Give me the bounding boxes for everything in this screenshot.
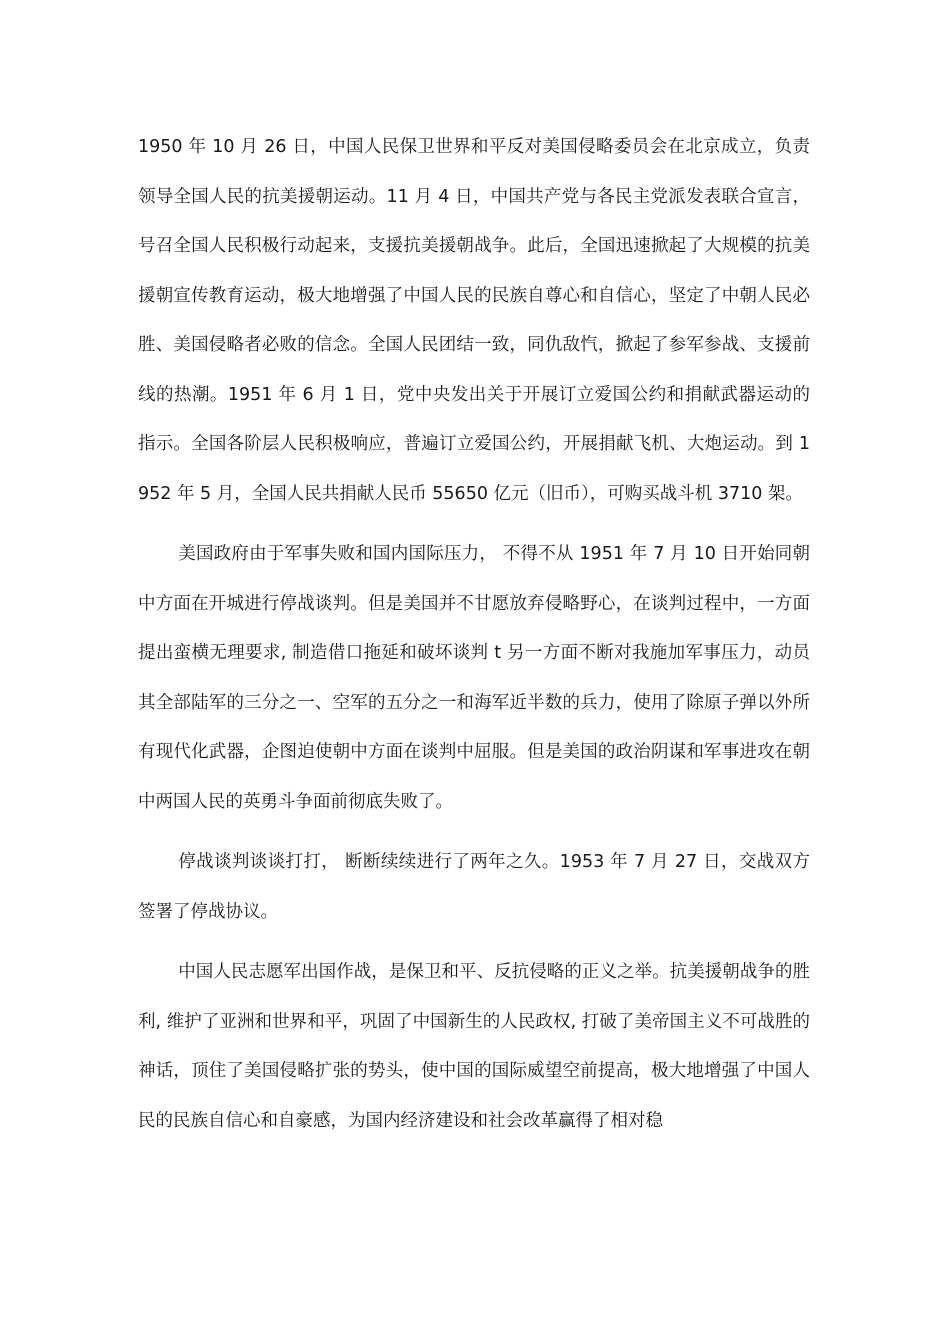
paragraph-2: 美国政府由于军事失败和国内国际压力， 不得不从 1951 年 7 月 10 日开始同朝中方面在开城进行停战谈判。但是美国并不甘愿放弃侵略野心，在谈判过程中，一方面提出蛮横无理要求, 制造借口拖延和破坏谈判 t 另一方面不断对我施加军事压力，动员其全部陆军的三分之一、空军的五分之一和海军近半数的兵力，使用了除原子弹以外所有现代化武器，企图迫使朝中方面在谈判中屈服。但是美国的政治阴谋和军事进攻在朝中两国人民的英勇斗争面前彻底失败了。 [138, 544, 810, 812]
document-body [138, 123, 810, 1157]
paragraph-4: 中国人民志愿军出国作战，是保卫和平、反抗侵略的正义之举。抗美援朝战争的胜利, 维护了亚洲和世界和平，巩固了中国新生的人民政权, 打破了美帝国主义不可战胜的神话，顶住了美国侵略扩张的势头，使中国的国际威望空前提高，极大地增强了中国人民的民族自信心和自豪感，为国内经济建设和社会改革赢得了相对稳 [138, 962, 810, 1131]
paragraph-3: 停战谈判谈谈打打， 断断续续进行了两年之久。1953 年 7 月 27 日，交战双方签署了停战协议。 [138, 852, 810, 922]
paragraph-1: 1950 年 10 月 26 日，中国人民保卫世界和平反对美国侵略委员会在北京成立，负责领导全国人民的抗美援朝运动。11 月 4 日，中国共产党与各民主党派发表联合宣言，号召全国人民积极行动起来，支援抗美援朝战争。此后，全国迅速掀起了大规模的抗美援朝宣传教育运动，极大地增强了中国人民的民族自尊心和自信心，坚定了中朝人民必胜、美国侵略者必败的信念。全国人民团结一致，同仇敌忾，掀起了参军参战、支援前线的热潮。1951 年 6 月 1 日，党中央发出关于开展订立爱国公约和捐献武器运动的指示。全国各阶层人民积极响应，普遍订立爱国公约，开展捐献飞机、大炮运动。到 1952 年 5 月，全国人民共捐献人民币 55650 亿元（旧币），可购买战斗机 3710 架。 [138, 137, 810, 504]
